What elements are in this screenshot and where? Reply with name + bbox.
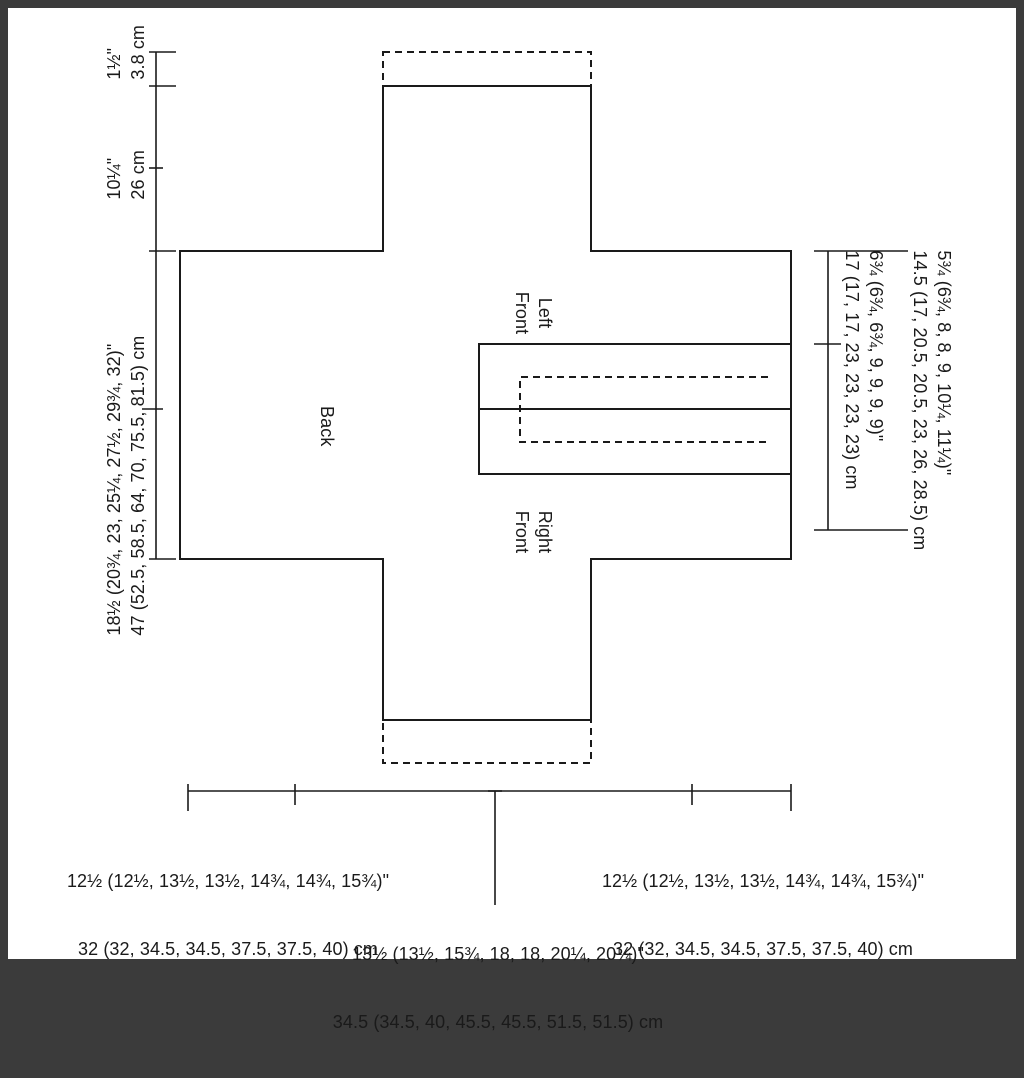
bottom-measure-center-imperial: 13½ (13½, 15¾, 18, 18, 20¼, 20¼)" — [352, 944, 644, 964]
schematic-page — [8, 8, 1016, 1032]
right-measure-2-imperial: 6¾ (6¾, 6¾, 9, 9, 9, 9)" — [866, 250, 887, 442]
bottom-measure-left-metric: 32 (32, 34.5, 34.5, 37.5, 37.5, 40) cm — [78, 938, 378, 959]
left-measure-1-metric-wrap: 3.8 cm — [127, 24, 148, 80]
left-measure-3-imperial: 18½ (20¾, 23, 25¼, 27½, 29¾, 32)" — [103, 343, 124, 636]
garment-outline — [180, 86, 791, 720]
left-measure-2-imperial: 10¼" — [103, 157, 124, 200]
top-hem-dashed — [383, 52, 591, 86]
left-measure-2-metric-wrap: 26 cm — [127, 150, 148, 200]
piece-label-left-front: Left Front — [512, 291, 555, 335]
piece-label-back: Back — [317, 406, 337, 447]
right-measure-1-imperial: 5¾ (6¾, 8, 8, 9, 10¼, 11¼)" — [934, 250, 955, 476]
right-measure-1-metric-wrap: 14.5 (17, 20.5, 20.5, 23, 26, 28.5) cm — [910, 250, 931, 551]
bottom-hem-dashed — [383, 720, 591, 763]
left-measure-1-imperial: 1½" — [103, 47, 124, 80]
bottom-measure-right-metric: 32 (32, 34.5, 34.5, 37.5, 37.5, 40) cm — [613, 938, 913, 959]
bottom-measure-right-imperial: 12½ (12½, 13½, 13½, 14¾, 14¾, 15¾)" — [601, 871, 925, 891]
bottom-measure-left-imperial: 12½ (12½, 13½, 13½, 14¾, 14¾, 15¾)" — [66, 871, 390, 891]
left-measure-3-metric-wrap: 47 (52.5, 58.5, 64, 70, 75.5, 81.5) cm — [127, 335, 148, 636]
bottom-measure-center — [218, 898, 778, 1078]
bottom-measure-center-metric: 34.5 (34.5, 40, 45.5, 45.5, 51.5, 51.5) cm — [332, 1011, 664, 1032]
piece-label-right-front: Right Front — [512, 510, 555, 554]
right-measure-2-metric-wrap: 17 (17, 17, 23, 23, 23, 23) cm — [842, 250, 863, 490]
